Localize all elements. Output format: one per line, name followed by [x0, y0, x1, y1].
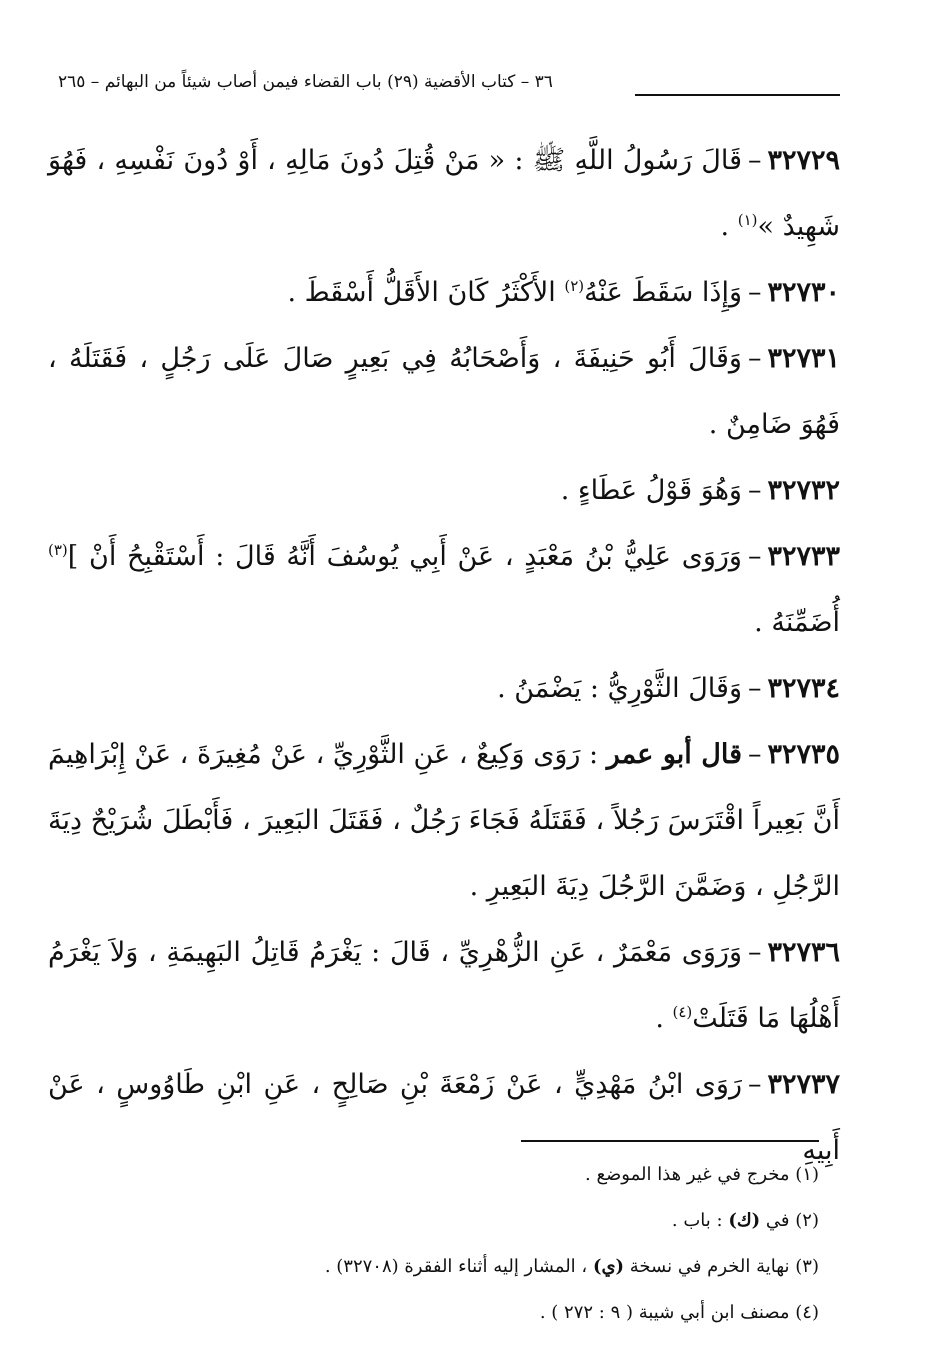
author-name: قال أبو عمر [606, 739, 742, 770]
paragraph-text: وَقَالَ أَبُو حَنِيفَةَ ، وَأَصْحَابُهُ فِي بَعِيرٍ صَالَ عَلَى رَجُلٍ ، فَقَتَلَهُ ، فَهُوَ ضَامِنٌ . [48, 343, 840, 440]
footnote-mark: (١) [795, 1164, 819, 1185]
header-rule [635, 94, 840, 96]
paragraph-32733: ٣٢٧٣٣–وَرَوَى عَلِيُّ بْنُ مَعْبَدٍ ، عَنْ أَبِي يُوسُفَ أَنَّهُ قَالَ : أَسْتَقْبِحُ أَنْ ]$^{(٣)}$ أُضَمِّنَهُ . [48, 541, 840, 638]
footnote-text: في [760, 1210, 790, 1231]
paragraph-text: : رَوَى وَكِيعٌ ، عَنِ الثَّوْرِيِّ ، عَنْ مُغِيرَةَ ، عَنْ إِبْرَاهِيمَ أَنَّ بَعِيراً اقْتَرَسَ رَجُلاً ، فَقَتَلَهُ فَجَاءَ رَجُلٌ ، فَقَتَلَ البَعِيرَ ، فَأَبْطَلَ شُرَيْحٌ دِيَةَ الرَّجُلِ ، وَضَمَّنَ الرَّجُلَ دِيَةَ البَعِيرِ . [48, 739, 840, 902]
footnote-text: نهاية الخرم في نسخة [624, 1256, 790, 1277]
paragraph-number: ٣٢٧٣٤ [767, 673, 840, 704]
footnote-3: (٣) نهاية الخرم في نسخة (ي) ، المشار إليه أثناء الفقرة (٣٢٧٠٨) . [324, 1256, 819, 1277]
paragraph-32732: ٣٢٧٣٢–وَهُوَ قَوْلُ عَطَاءٍ . [560, 475, 840, 506]
footnotes [119, 1152, 819, 1336]
paragraph-32735: ٣٢٧٣٥–قال أبو عمر : رَوَى وَكِيعٌ ، عَنِ الثَّوْرِيِّ ، عَنْ مُغِيرَةَ ، عَنْ إِبْرَاهِيمَ أَنَّ بَعِيراً اقْتَرَسَ رَجُلاً ، فَقَتَلَهُ فَجَاءَ رَجُلٌ ، فَقَتَلَ البَعِيرَ ، فَأَبْطَلَ شُرَيْحٌ دِيَةَ الرَّجُلِ ، وَضَمَّنَ الرَّجُلَ دِيَةَ البَعِيرِ . [48, 739, 840, 902]
paragraph-32730: ٣٢٧٣٠–وَإِذَا سَقَطَ عَنْهُ$^{(٢)}$ الأَكْثَرُ كَانَ الأَقَلُّ أَسْقَطَ . [287, 277, 840, 308]
paragraph-number: ٣٢٧٣٣ [767, 541, 840, 572]
footnote-2: (٢) في (ك) : باب . [671, 1210, 819, 1231]
paragraph-text: وَإِذَا سَقَطَ عَنْهُ [584, 277, 742, 308]
page-number: ٢٦٥ [58, 72, 86, 92]
manuscript-siglum: (ك) [728, 1210, 761, 1231]
footnote-separator [521, 1140, 819, 1142]
paragraph-number: ٣٢٧٣٠ [767, 277, 840, 308]
paragraph-number: ٣٢٧٣٧ [767, 1069, 840, 1100]
footnote-ref: (١) [737, 211, 758, 229]
paragraph-32729: ٣٢٧٢٩–قَالَ رَسُولُ اللَّهِ ﷺ : « مَنْ قُتِلَ دُونَ مَالِهِ ، أَوْ دُونَ نَفْسِهِ ، فَهُوَ شَهِيدٌ »$^{(١)}$ . [48, 145, 840, 242]
paragraph-32731: ٣٢٧٣١–وَقَالَ أَبُو حَنِيفَةَ ، وَأَصْحَابُهُ فِي بَعِيرٍ صَالَ عَلَى رَجُلٍ ، فَقَتَلَهُ ، فَهُوَ ضَامِنٌ . [48, 343, 840, 440]
footnote-mark: (٣) [795, 1256, 819, 1277]
paragraph-number: ٣٢٧٣٢ [767, 475, 840, 506]
paragraph-32734: ٣٢٧٣٤–وَقَالَ الثَّوْرِيُّ : يَضْمَنُ . [497, 673, 840, 704]
paragraph-32736: ٣٢٧٣٦–وَرَوَى مَعْمَرٌ ، عَنِ الزُّهْرِيِّ ، قَالَ : يَغْرَمُ قَاتِلُ البَهِيمَةِ ، وَلاَ يَغْرَمُ أَهْلُهَا مَا قَتَلَتْ$^{(٤)}$ . [48, 937, 840, 1034]
footnote-ref: (٤) [672, 1003, 693, 1021]
footnote-1 [119, 1152, 819, 1198]
header-chapter: ٣٦ – كتاب الأقضية (٢٩) باب القضاء فيمن أصاب شيئاً من البهائم [104, 72, 553, 92]
footnote-text: مخرج في غير هذا الموضع . [585, 1164, 790, 1185]
paragraph-text: وَرَوَى عَلِيُّ بْنُ مَعْبَدٍ ، عَنْ أَبِي يُوسُفَ أَنَّهُ قَالَ : أَسْتَقْبِحُ أَنْ ] [67, 541, 742, 572]
paragraph-number: ٣٢٧٣٦ [767, 937, 840, 968]
header-title: ٣٦ – كتاب الأقضية (٢٩) باب القضاء فيمن أصاب شيئاً من البهائم – ٢٦٥ [58, 72, 553, 92]
paragraph-number: ٣٢٧٣٥ [767, 739, 840, 770]
main-text [48, 128, 840, 1184]
footnote-4 [119, 1290, 819, 1336]
paragraph-number: ٣٢٧٢٩ [767, 145, 840, 176]
footnote-ref: (٣) [48, 541, 68, 559]
paragraph-text: وَقَالَ الثَّوْرِيُّ : يَضْمَنُ . [497, 673, 742, 704]
paragraph-text: وَهُوَ قَوْلُ عَطَاءٍ . [560, 475, 742, 506]
footnote-mark: (٤) [795, 1302, 819, 1323]
paragraph-text: وَرَوَى مَعْمَرٌ ، عَنِ الزُّهْرِيِّ ، قَالَ : يَغْرَمُ قَاتِلُ البَهِيمَةِ ، وَلاَ يَغْرَمُ أَهْلُهَا مَا قَتَلَتْ [48, 937, 840, 1034]
paragraph-text: رَوَى ابْنُ مَهْدِيٍّ ، عَنْ زَمْعَةَ بْنِ صَالِحٍ ، عَنِ ابْنِ طَاوُوسٍ ، عَنْ أَبِيهِ [48, 1069, 840, 1166]
footnote-mark: (٢) [795, 1210, 819, 1231]
running-header [50, 66, 840, 106]
manuscript-siglum: (ي) [592, 1256, 625, 1277]
footnote-ref: (٢) [564, 277, 585, 295]
paragraph-32737: ٣٢٧٣٧–رَوَى ابْنُ مَهْدِيٍّ ، عَنْ زَمْعَةَ بْنِ صَالِحٍ ، عَنِ ابْنِ طَاوُوسٍ ، عَنْ أَبِيهِ [48, 1069, 840, 1166]
paragraph-number: ٣٢٧٣١ [767, 343, 840, 374]
paragraph-text: قَالَ رَسُولُ اللَّهِ ﷺ : « مَنْ قُتِلَ دُونَ مَالِهِ ، أَوْ دُونَ نَفْسِهِ ، فَهُوَ شَهِيدٌ » [48, 145, 840, 242]
footnote-text: مصنف ابن أبي شيبة ( ٩ : ٢٧٢ ) . [539, 1302, 790, 1323]
